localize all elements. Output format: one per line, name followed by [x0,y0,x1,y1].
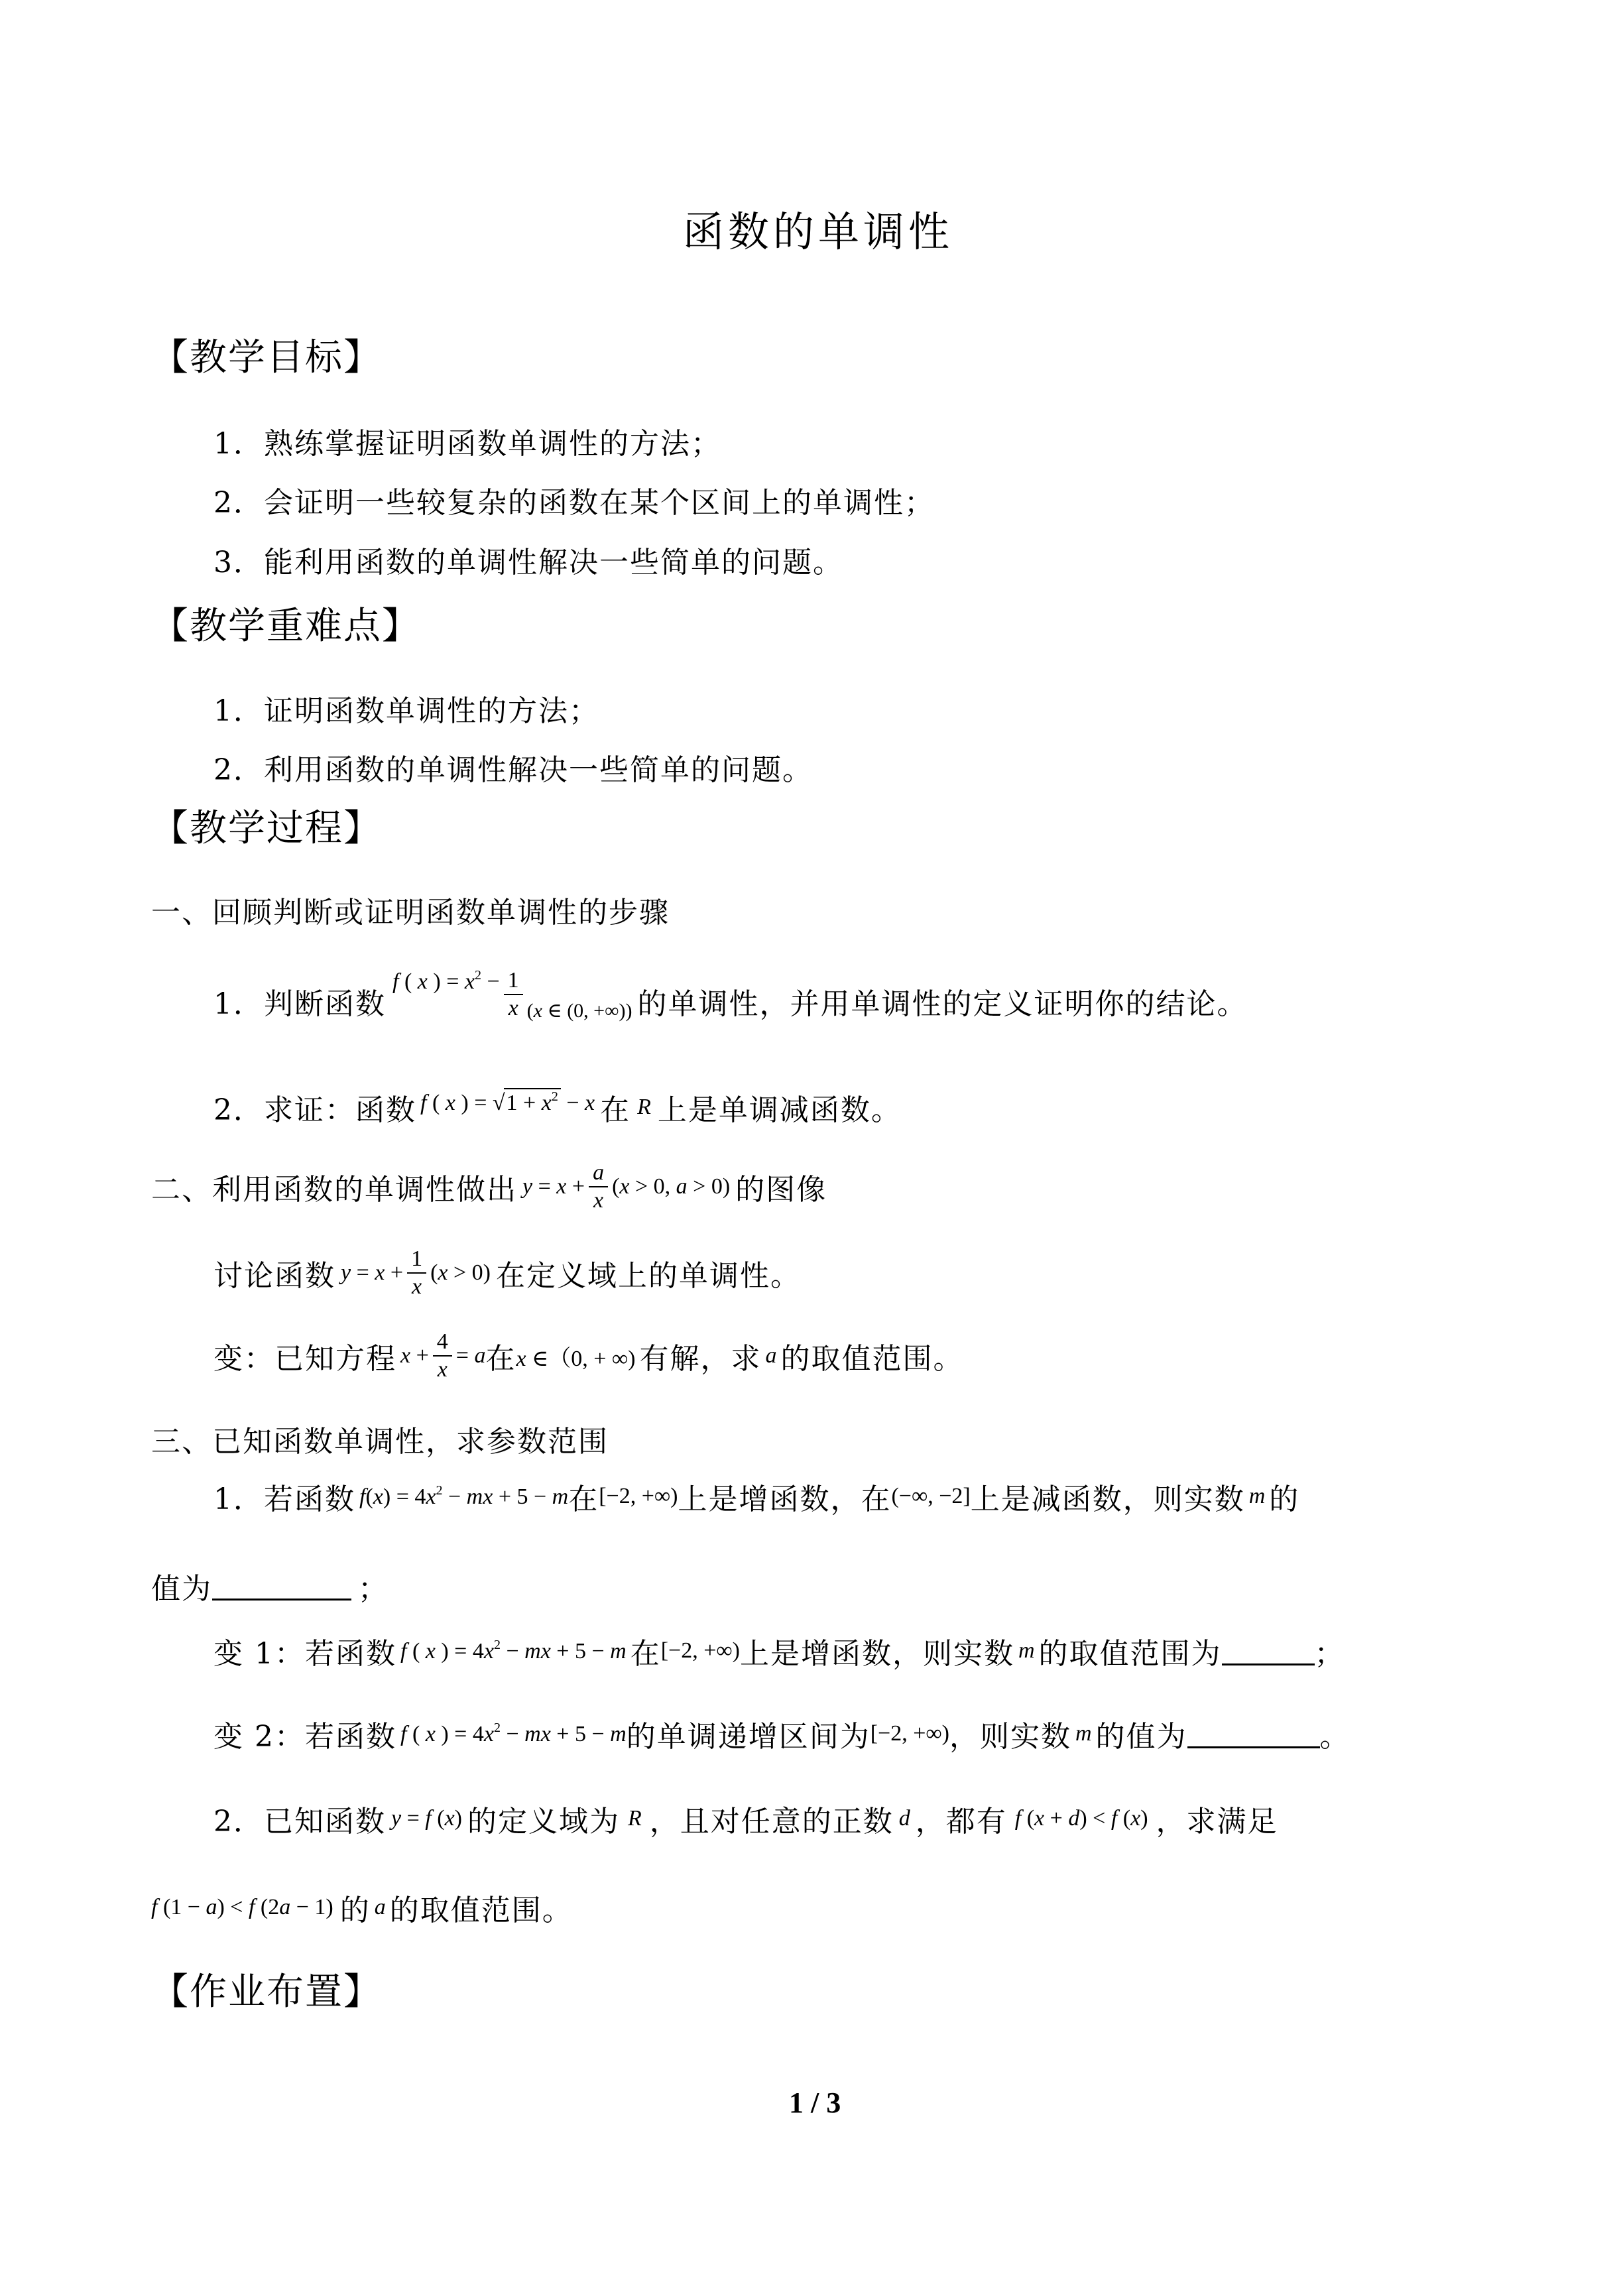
key-point-item: 1．证明函数单调性的方法； [213,694,599,728]
part3-question-1-line2: 值为 ； [151,1572,389,1606]
objective-item: 1．熟练掌握证明函数单调性的方法； [213,427,721,461]
part2-heading: 二、利用函数的单调性做出 y = x + $\frac{a}{x}$ (x > 0, a > 0) 的图像 [151,1160,827,1213]
part3-question-2: 2．已知函数 y = f (x) 的定义域为 R ，且对任意的正数 d ，都有 f (x + d) < f (x) ，求满足 [213,1805,1278,1839]
part1-heading: 一、回顾判断或证明函数单调性的步骤 [151,896,670,930]
part3-question-2-line2: f (1 − a) < f (2a − 1) 的 a 的取值范围。 [151,1894,573,1927]
answer-blank[interactable] [1187,1720,1320,1748]
section-heading-objectives: 【教学目标】 [151,336,382,379]
section-heading-homework: 【作业布置】 [151,1970,382,2014]
part2-variant: 变：已知方程 x + $\frac{4}{x}$ = a 在 x ∈（0, + ∞) 有解，求 a 的取值范围。 [213,1329,964,1382]
formula-sqrt: f ( x ) = $√1 + x^2 - x$ [420,1089,595,1115]
page-number: 1 / 3 [789,2086,841,2119]
key-point-item: 2．利用函数的单调性解决一些简单的问题。 [213,753,813,787]
answer-blank[interactable] [1222,1637,1315,1665]
answer-blank[interactable] [212,1572,351,1601]
page-title: 函数的单调性 [683,208,954,256]
section-heading-key-points: 【教学重难点】 [151,605,420,648]
part1-question-1: 1．判断函数 f ( x ) = $x^2$ − $\frac{1}{x}$ (x ∈ (0, +∞)) 的单调性，并用单调性的定义证明你的结论。 [213,968,1248,1022]
objective-item: 2．会证明一些较复杂的函数在某个区间上的单调性； [213,486,935,520]
formula-fraction: $\frac{1}{x}$ [504,969,523,1020]
formula-R: R [637,1095,651,1119]
objective-item: 3．能利用函数的单调性解决一些简单的问题。 [213,546,843,579]
part3-heading: 三、已知函数单调性，求参数范围 [151,1425,609,1459]
part2-discuss: 讨论函数 y = x + $\frac{1}{x}$ (x > 0) 在定义域上的单调性。 [213,1246,801,1299]
part3-question-1: 1．若函数 $f(x) = 4x^2$ − mx + 5 − m 在 [−2, +∞) 上是增函数，在 (−∞, −2] 上是减函数，则实数 m 的 [213,1482,1300,1516]
formula-domain: (x ∈ (0, +∞)) [526,999,632,1022]
formula-fx: f ( x ) = $x^2$ − [392,968,500,994]
part1-question-2: 2．求证：函数 f ( x ) = $√1 + x^2 - x$ 在 R 上是单调减函数。 [213,1089,902,1127]
part3-variant-1: 变 1：若函数 f ( x ) = $4x^2$ − mx + 5 − m 在 [−2, +∞) 上是增函数，则实数 m 的取值范围为 ； [213,1637,1345,1671]
section-heading-process: 【教学过程】 [151,807,382,850]
part3-variant-2: 变 2：若函数 f ( x ) = $4x^2$ − mx + 5 − m 的单调递增区间为 [−2, +∞) ，则实数 m 的值为 。 [213,1720,1351,1754]
